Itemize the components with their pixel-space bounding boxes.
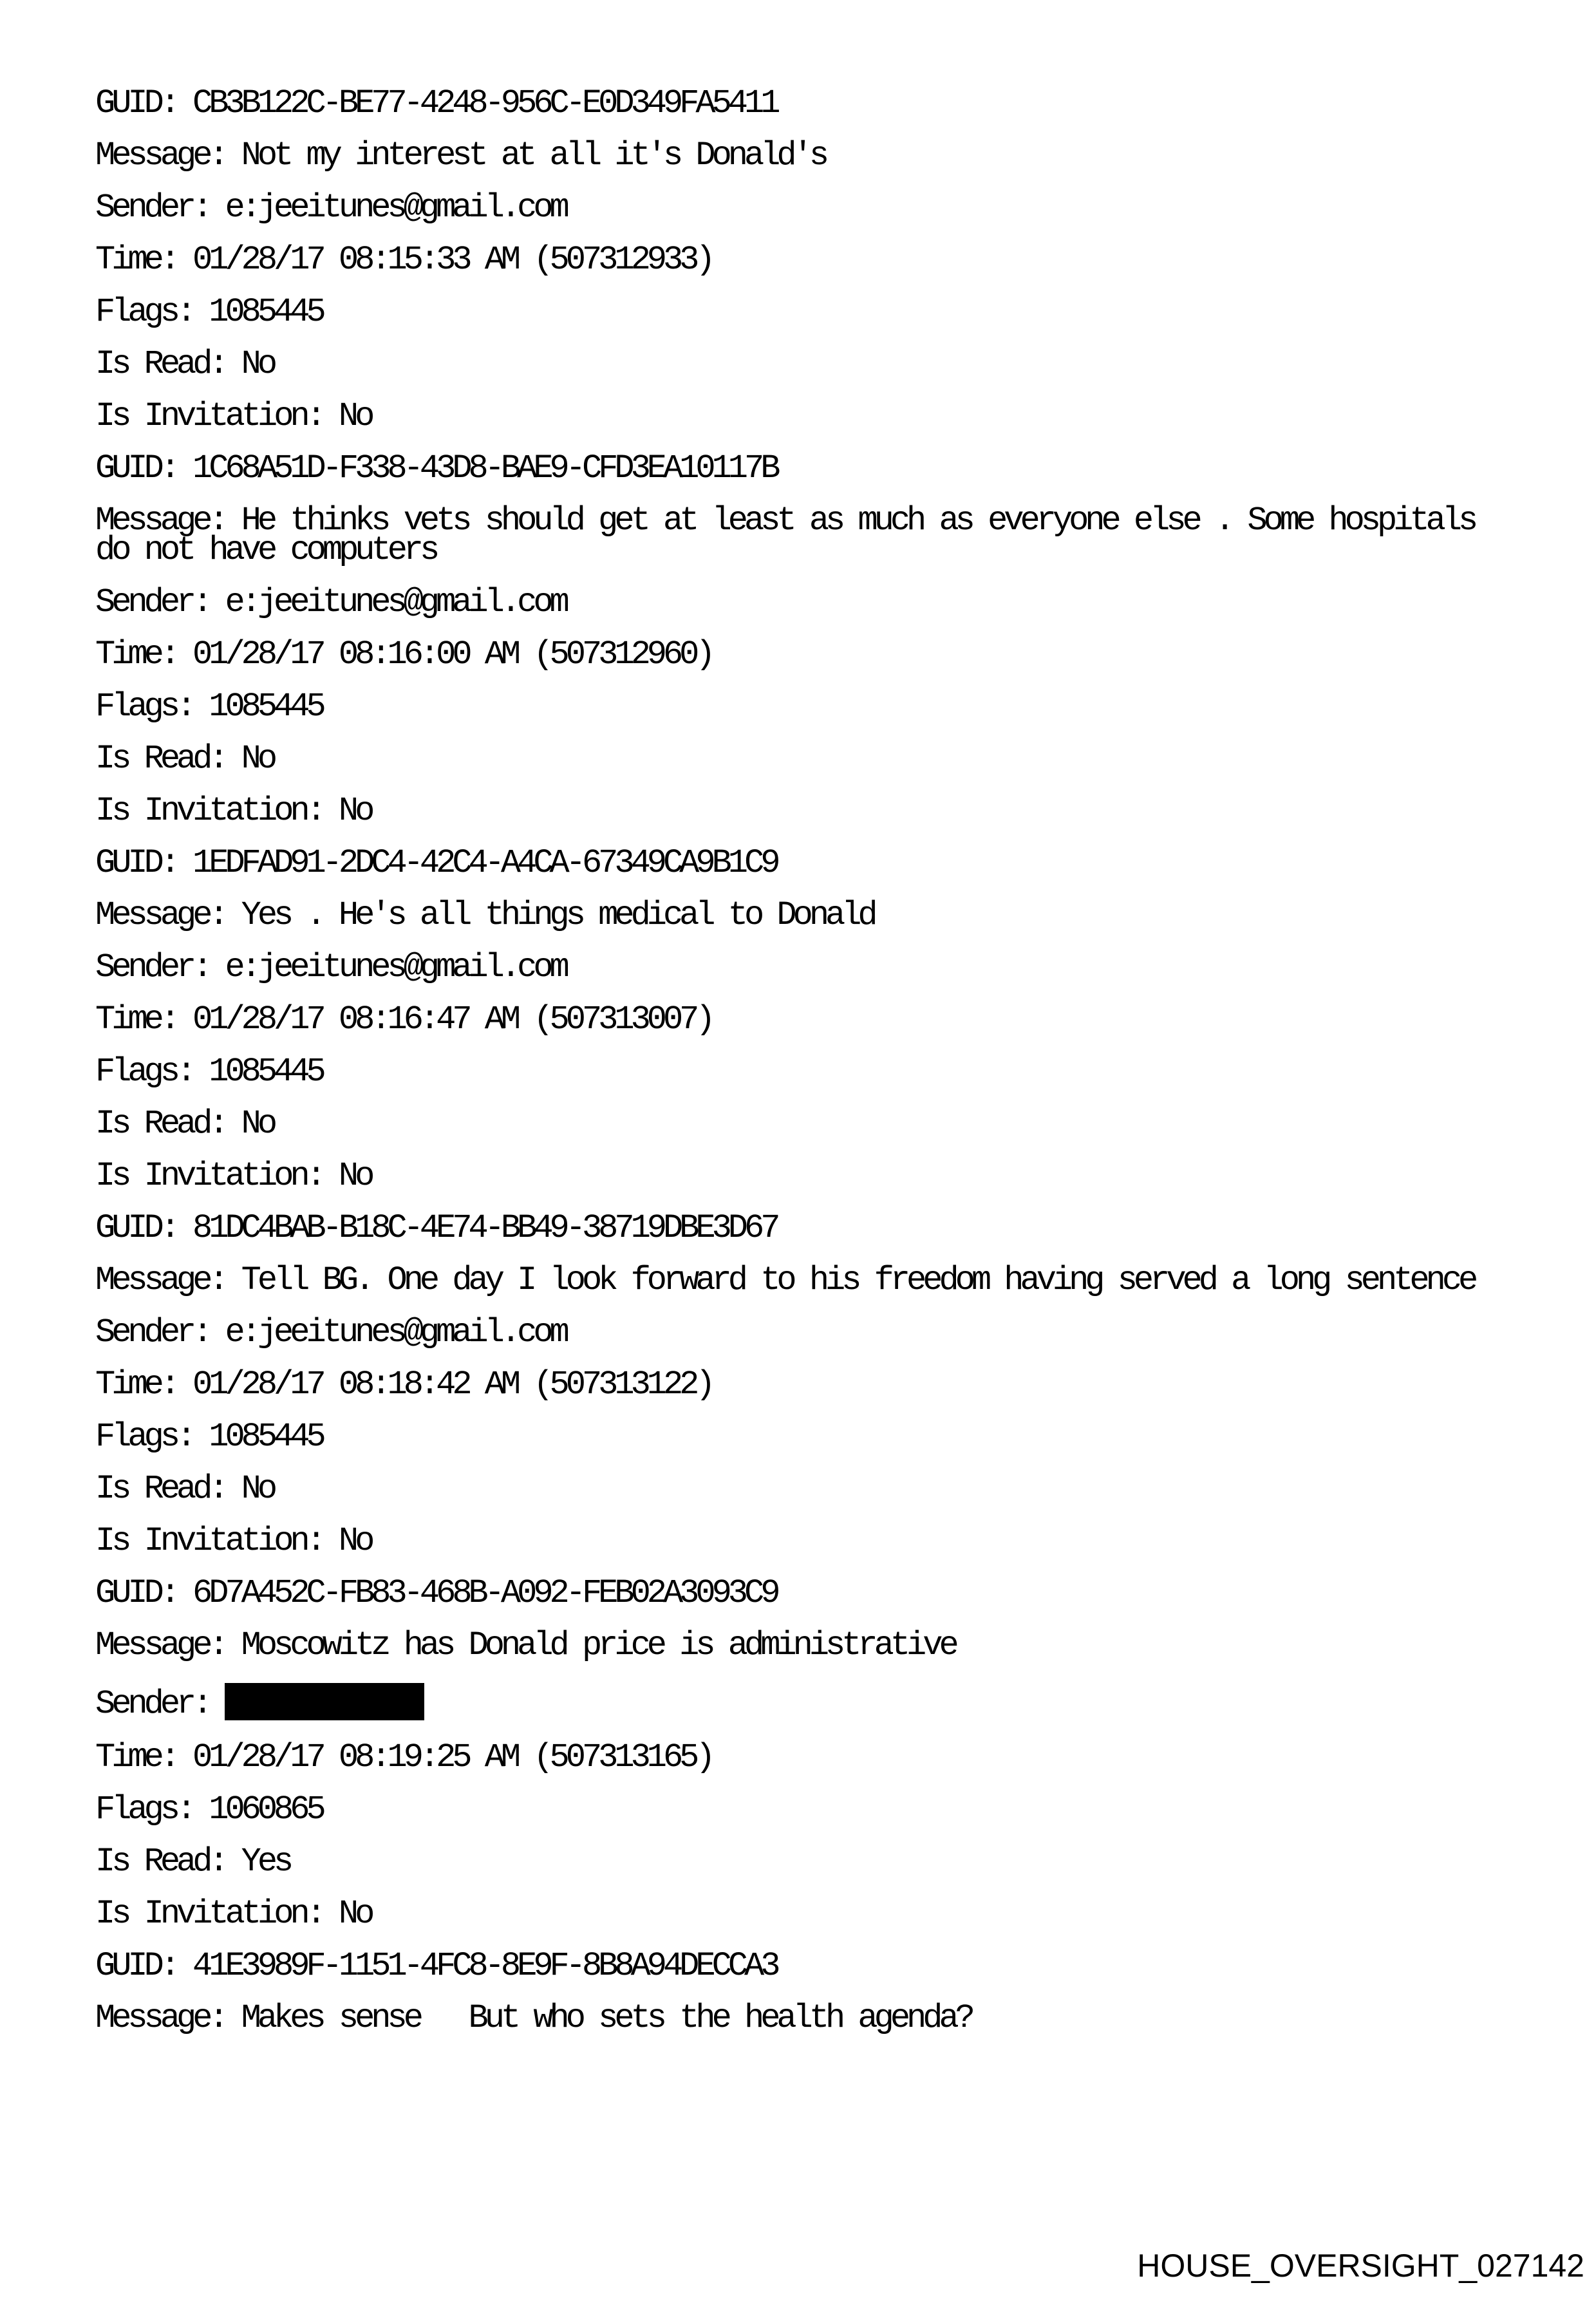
is-read-label: Is Read: (95, 1105, 225, 1143)
is-read-value: No (241, 740, 274, 778)
is-invitation-label: Is Invitation: (95, 397, 323, 435)
time-value: 01/28/17 08:16:47 AM (507313007) (192, 1001, 712, 1039)
is-read-label: Is Read: (95, 1470, 225, 1508)
sender-line (95, 583, 1486, 621)
flags-line (95, 688, 1486, 726)
message-line (95, 1626, 1486, 1664)
is-read-label: Is Read: (95, 1843, 225, 1881)
message-label: Message: (95, 896, 225, 934)
flags-value: 1060865 (209, 1791, 323, 1828)
guid-value: 6D7A452C-FB83-468B-A092-FEB02A3093C9 (192, 1574, 777, 1612)
redaction-bar (225, 1683, 424, 1720)
guid-label: GUID: (95, 449, 177, 487)
time-label: Time: (95, 241, 177, 279)
flags-label: Flags: (95, 1418, 193, 1456)
flags-value: 1085445 (209, 293, 323, 331)
sender-line (95, 189, 1486, 227)
guid-value: 81DC4BAB-B18C-4E74-BB49-38719DBE3D67 (192, 1209, 777, 1247)
guid-label: GUID: (95, 1947, 177, 1985)
sender-label: Sender: (95, 1313, 209, 1351)
is-read-value: No (241, 1470, 274, 1508)
flags-line (95, 1053, 1486, 1091)
is-invitation-value: No (338, 792, 371, 830)
flags-label: Flags: (95, 1053, 193, 1091)
message-value: Moscowitz has Donald price is administrative (241, 1626, 955, 1664)
is-invitation-line (95, 397, 1486, 435)
is-invitation-label: Is Invitation: (95, 1522, 323, 1560)
message-label: Message: (95, 502, 225, 540)
message-record (95, 1313, 1486, 1664)
time-line (95, 1366, 1486, 1404)
guid-value: 1C68A51D-F338-43D8-BAE9-CFD3EA10117B (192, 449, 777, 487)
sender-line (95, 1313, 1486, 1351)
flags-value: 1085445 (209, 1053, 323, 1091)
sender-label: Sender: (95, 1685, 209, 1723)
flags-line (95, 1791, 1486, 1828)
guid-line (95, 1209, 1486, 1247)
time-value: 01/28/17 08:18:42 AM (507313122) (192, 1366, 712, 1404)
guid-line (95, 1574, 1486, 1612)
guid-label: GUID: (95, 1209, 177, 1247)
message-value: He thinks vets should get at least as much as everyone else . Some hospitals do not have computers (95, 502, 1491, 569)
message-line (95, 1261, 1486, 1299)
message-record (95, 583, 1486, 934)
is-read-label: Is Read: (95, 345, 225, 383)
message-record (95, 948, 1486, 1299)
guid-line (95, 84, 1486, 122)
time-line (95, 1738, 1486, 1776)
message-record (95, 84, 1486, 174)
is-invitation-line (95, 792, 1486, 830)
is-invitation-label: Is Invitation: (95, 792, 323, 830)
sender-value: e:jeeitunes@gmail.com (225, 1313, 566, 1351)
guid-label: GUID: (95, 84, 177, 122)
message-line (95, 1999, 1486, 2037)
sender-label: Sender: (95, 583, 209, 621)
is-read-line (95, 740, 1486, 778)
is-read-label: Is Read: (95, 740, 225, 778)
time-label: Time: (95, 1366, 177, 1404)
guid-value: CB3B122C-BE77-4248-956C-E0D349FA5411 (192, 84, 777, 122)
bates-number: HOUSE_OVERSIGHT_027142 (1137, 2248, 1584, 2284)
flags-value: 1085445 (209, 1418, 323, 1456)
message-label: Message: (95, 1261, 225, 1299)
guid-line (95, 844, 1486, 882)
is-read-line (95, 1105, 1486, 1143)
guid-line (95, 1947, 1486, 1985)
guid-value: 1EDFAD91-2DC4-42C4-A4CA-67349CA9B1C9 (192, 844, 777, 882)
message-value: Not my interest at all it's Donald's (241, 136, 826, 174)
sender-value: e:jeeitunes@gmail.com (225, 948, 566, 986)
flags-label: Flags: (95, 688, 193, 726)
message-line (95, 502, 1491, 569)
is-read-value: No (241, 1105, 274, 1143)
is-invitation-line (95, 1522, 1486, 1560)
sender-value: e:jeeitunes@gmail.com (225, 189, 566, 227)
flags-line (95, 293, 1486, 331)
time-line (95, 241, 1486, 279)
message-record (95, 189, 1491, 569)
time-value: 01/28/17 08:16:00 AM (507312960) (192, 635, 712, 673)
guid-label: GUID: (95, 1574, 177, 1612)
message-label: Message: (95, 136, 225, 174)
is-read-value: Yes (241, 1843, 290, 1881)
is-invitation-label: Is Invitation: (95, 1895, 323, 1933)
message-record (95, 1683, 1486, 2037)
time-label: Time: (95, 1738, 177, 1776)
message-value: Yes . He's all things medical to Donald (241, 896, 874, 934)
time-line (95, 635, 1486, 673)
time-line (95, 1001, 1486, 1039)
is-invitation-value: No (338, 1895, 371, 1933)
is-invitation-value: No (338, 397, 371, 435)
sender-line (95, 948, 1486, 986)
flags-value: 1085445 (209, 688, 323, 726)
guid-line (95, 449, 1486, 487)
is-invitation-label: Is Invitation: (95, 1157, 323, 1195)
message-line (95, 136, 1486, 174)
time-label: Time: (95, 1001, 177, 1039)
flags-label: Flags: (95, 293, 193, 331)
is-invitation-line (95, 1157, 1486, 1195)
time-value: 01/28/17 08:19:25 AM (507313165) (192, 1738, 712, 1776)
flags-line (95, 1418, 1486, 1456)
message-value: Makes sense But who sets the health agenda? (241, 1999, 972, 2037)
is-invitation-line (95, 1895, 1486, 1933)
message-label: Message: (95, 1626, 225, 1664)
is-read-line (95, 1843, 1486, 1881)
message-label: Message: (95, 1999, 225, 2037)
message-value: Tell BG. One day I look forward to his freedom having served a long sentence (241, 1261, 1475, 1299)
is-read-line (95, 345, 1486, 383)
is-invitation-value: No (338, 1522, 371, 1560)
flags-label: Flags: (95, 1791, 193, 1828)
guid-value: 41E3989F-1151-4FC8-8E9F-8B8A94DECCA3 (192, 1947, 777, 1985)
guid-label: GUID: (95, 844, 177, 882)
time-label: Time: (95, 635, 177, 673)
message-line (95, 896, 1486, 934)
is-invitation-value: No (338, 1157, 371, 1195)
message-log-document (95, 84, 1491, 2056)
sender-value: e:jeeitunes@gmail.com (225, 583, 566, 621)
sender-label: Sender: (95, 189, 209, 227)
time-value: 01/28/17 08:15:33 AM (507312933) (192, 241, 712, 279)
sender-line-redacted (95, 1683, 1486, 1723)
sender-label: Sender: (95, 948, 209, 986)
is-read-value: No (241, 345, 274, 383)
is-read-line (95, 1470, 1486, 1508)
